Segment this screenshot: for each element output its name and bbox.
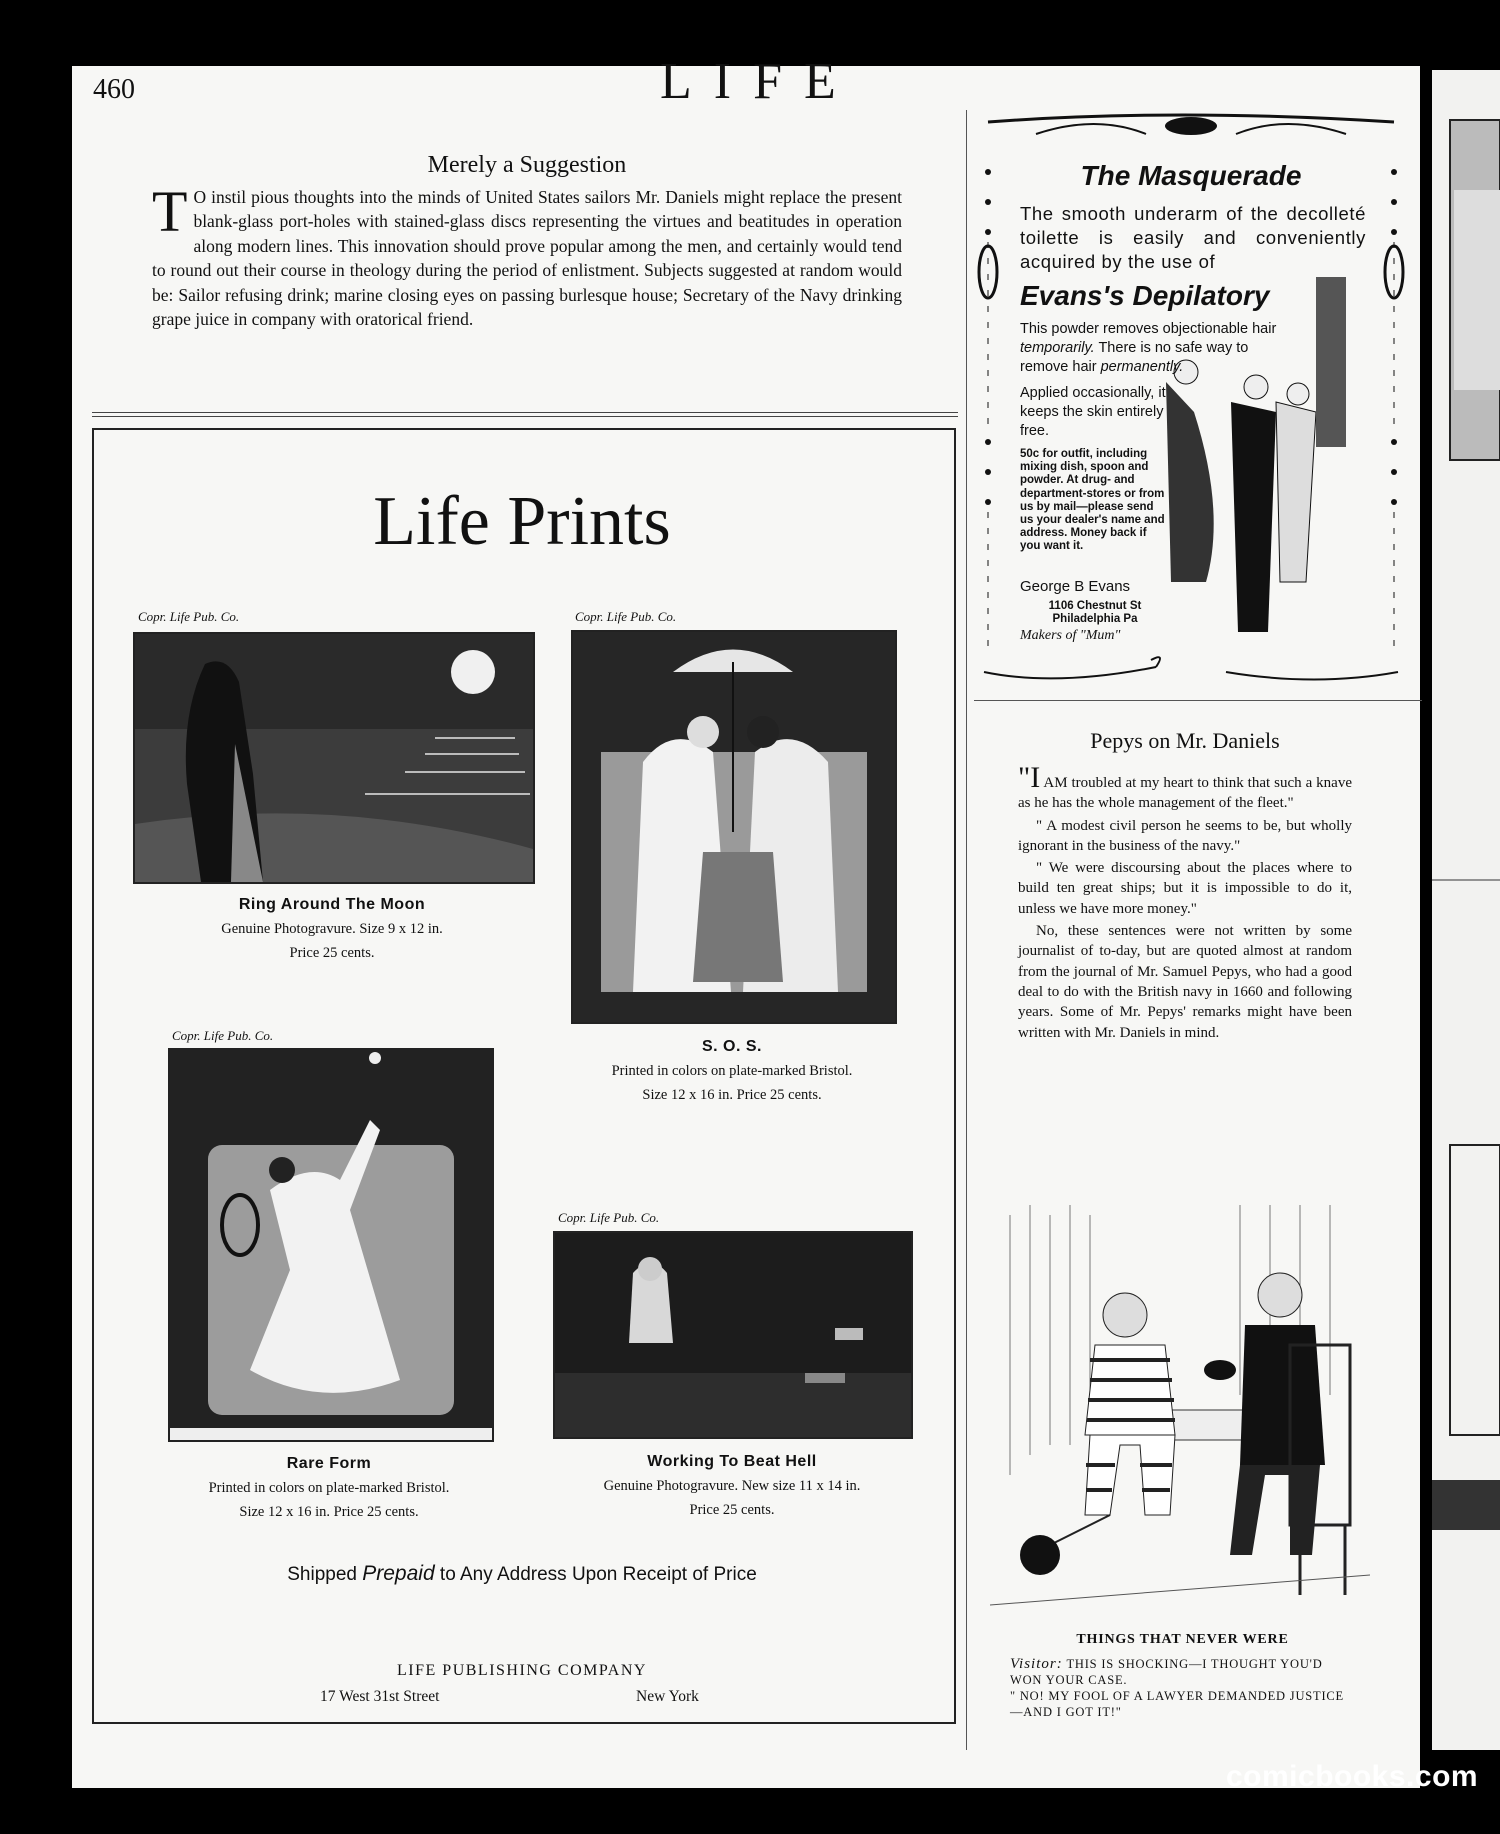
publisher-city: New York (636, 1688, 699, 1705)
print-details: Printed in colors on plate-marked Bristol. (208, 1480, 450, 1496)
article-paragraph: " A modest civil person he seems to be, but wholly ignorant in the business of the navy." (1018, 817, 1352, 854)
article-body (152, 179, 902, 331)
cartoon-dialogue (1010, 1656, 1355, 1688)
print-caption (548, 1450, 916, 1522)
shipping-text: Shipped (287, 1564, 363, 1585)
tennis-player-illustration (170, 1050, 492, 1440)
ad-intro: The smooth underarm of the decolleté toilette is easily and conveniently acquired by the use of (1020, 203, 1366, 272)
cartoon-caption (1010, 1632, 1355, 1720)
print-details: Printed in colors on plate-marked Bristol. (611, 1063, 853, 1079)
page-number: 460 (93, 74, 135, 105)
copyright-note: Copr. Life Pub. Co. (172, 1028, 274, 1043)
print-details: Genuine Photogravure. Size 9 x 12 in. (221, 921, 443, 937)
stoker-furnace-illustration (555, 1233, 911, 1437)
ad-emphasis: temporarily. (1020, 340, 1095, 356)
shipping-text: to Any Address Upon Receipt of Price (434, 1564, 757, 1585)
print-price: Price 25 cents. (289, 945, 375, 961)
publisher-name: LIFE PUBLISHING COMPANY (397, 1662, 647, 1679)
prison-visit-drawing (990, 1195, 1370, 1625)
article-merely-a-suggestion (152, 152, 902, 331)
ad-description-text: This powder removes objectionable hair (1020, 321, 1277, 337)
print-caption (560, 1035, 904, 1107)
ad-street: 1106 Chestnut St (1048, 600, 1142, 612)
article-pepys-on-mr-daniels (1018, 761, 1352, 1045)
two-women-umbrella-illustration (573, 632, 895, 1022)
copyright-note: Copr. Life Pub. Co. (575, 609, 677, 624)
ad-description (1020, 320, 1280, 377)
ad-fine-print: 50c for outfit, including mixing dish, spoon and powder. At drug- and department-stores or from us by mail—please send us your dealer's name and address. Money back if you want it. (1020, 448, 1165, 553)
section-divider (974, 700, 1422, 701)
watermark: comicbooks.com (1226, 1760, 1479, 1793)
ad-city: Philadelphia Pa (1052, 613, 1138, 625)
drop-cap: T (152, 179, 188, 244)
ad-makers-line: Makers of "Mum" (1020, 628, 1121, 643)
print-image-ring-around-the-moon[interactable] (133, 632, 535, 884)
article-text: O instil pious thoughts into the minds of United States sailors Mr. Daniels might replace the present blank-glass port-holes with stained-glass discs representing the virtues and beatitudes in operation along modern lines. This innovation should prove popular among the men, and certainly would tend to round out their course in theology during the period of enlistment. Subjects suggested at random would be: Sailor refusing drink; marine closing eyes on passing burlesque house; Secretary of the Navy drinking grape juice in company with oratorical friend. (152, 187, 902, 330)
moonlit-shore-illustration (135, 634, 533, 882)
print-title: Working To Beat Hell (647, 1453, 817, 1470)
article-title: Merely a Suggestion (427, 152, 627, 178)
cartoon-illustration (990, 1195, 1370, 1625)
ad-applied-note: Applied occasionally, it keeps the skin entirely free. (1020, 385, 1166, 439)
print-price: Size 12 x 16 in. Price 25 cents. (239, 1504, 419, 1520)
cartoon-line: " NO! MY FOOL OF A LAWYER DEMANDED JUSTICE—AND I GOT IT!" (1010, 1689, 1344, 1719)
print-price: Size 12 x 16 in. Price 25 cents. (642, 1087, 822, 1103)
paragraph-text: AM troubled at my heart to think that such a knave as he has the whole management of the fleet." (1018, 775, 1352, 812)
print-image-rare-form[interactable] (168, 1048, 494, 1442)
section-divider (92, 412, 958, 417)
print-title: Rare Form (286, 1455, 372, 1472)
adjacent-page-strip (1432, 70, 1500, 1750)
print-caption (133, 893, 531, 965)
publisher-address: 17 West 31st Street (320, 1688, 440, 1705)
print-title: S. O. S. (701, 1038, 762, 1055)
print-image-working-to-beat-hell[interactable] (553, 1231, 913, 1439)
masquerade-ad (976, 112, 1406, 692)
ad-address (1020, 600, 1170, 626)
article-title: Pepys on Mr. Daniels (1090, 728, 1280, 753)
adjacent-page-illustration (1432, 70, 1500, 1750)
copyright-note: Copr. Life Pub. Co. (558, 1210, 660, 1225)
copyright-note: Copr. Life Pub. Co. (138, 609, 240, 624)
print-title: Ring Around The Moon (238, 896, 426, 913)
cartoon-title: THINGS THAT NEVER WERE (1076, 1632, 1289, 1647)
running-title: LIFE (660, 53, 858, 110)
print-details: Genuine Photogravure. New size 11 x 14 in. (603, 1478, 861, 1494)
ad-company: George B Evans (1020, 578, 1131, 595)
column-divider (966, 110, 967, 1750)
drop-cap: "I (1018, 761, 1041, 794)
ad-title: The Masquerade (1080, 160, 1302, 191)
shipping-note (92, 1562, 952, 1586)
article-paragraph: " We were discoursing about the places where to build ten great ships; but it is impossible to do it, unless we have more money." (1018, 860, 1352, 917)
ad-emphasis: permanently. (1100, 359, 1184, 375)
cartoon-speaker: Visitor: (1010, 1656, 1063, 1672)
print-caption (148, 1452, 510, 1524)
article-paragraph (1018, 761, 1352, 814)
ad-product-name: Evans's Depilatory (1020, 280, 1270, 311)
print-price: Price 25 cents. (689, 1502, 775, 1518)
ad-description-text: There is no safe way to remove hair (1020, 340, 1249, 375)
cartoon-line: THIS IS SHOCKING—I THOUGHT YOU'D WON YOUR CASE. (1010, 1657, 1323, 1687)
shipping-emphasis: Prepaid (362, 1562, 435, 1585)
print-image-sos[interactable] (571, 630, 897, 1024)
article-paragraph: No, these sentences were not written by some journalist of to-day, but are quoted almost at random from the journal of Mr. Samuel Pepys, who had a good deal to do with the British navy in 1660 and following years. Some of Mr. Pepys' remarks might have been written with Mr. Daniels in mind. (1018, 923, 1352, 1041)
life-prints-heading: Life Prints (373, 483, 671, 560)
